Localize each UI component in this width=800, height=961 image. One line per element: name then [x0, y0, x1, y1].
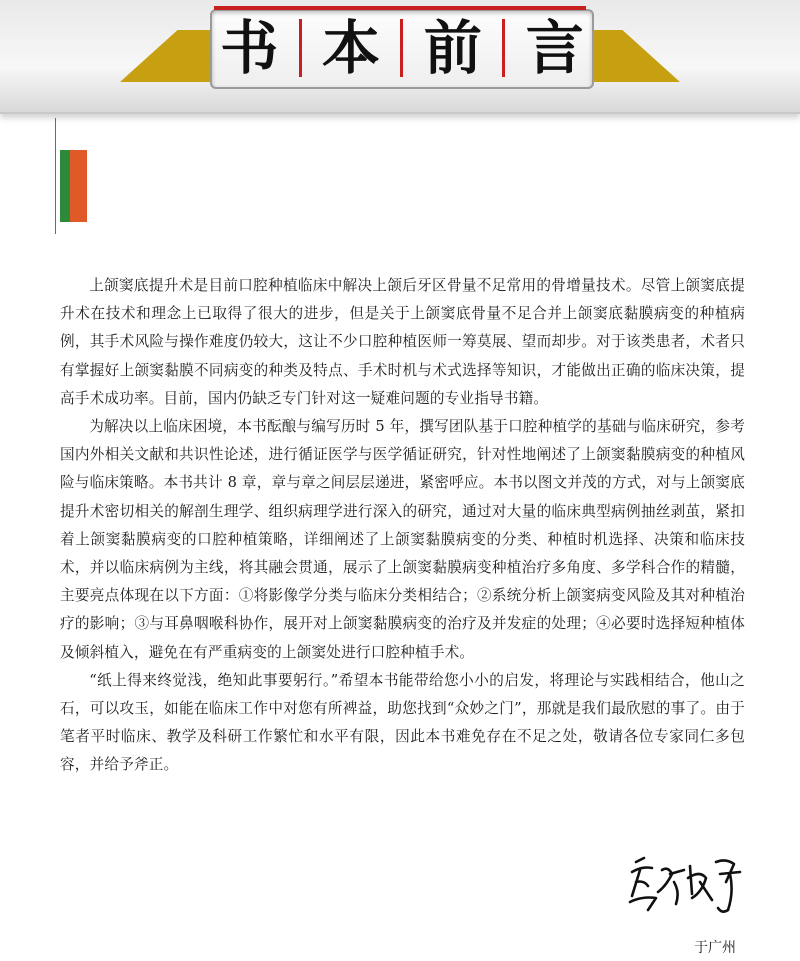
title-char-1: 书	[220, 14, 279, 82]
decorative-vertical-line	[55, 118, 56, 234]
title-char-3: 前	[423, 14, 482, 82]
title-separator	[400, 19, 403, 77]
preface-paragraph-1: 上颌窦底提升术是目前口腔种植临床中解决上颌后牙区骨量不足常用的骨增量技术。尽管上颌窦底提升术在技术和理念上已取得了很大的进步，但是关于上颌窦底骨量不足合并上颌窦底黏膜病变的种植病例，其手术风险与操作难度仍较大，这让不少口腔种植医师一筹莫展、望而却步。对于该类患者，术者只有掌握好上颌窦黏膜不同病变的种类及特点、手术时机与术式选择等知识，才能做出正确的临床决策，提高手术成功率。目前，国内仍缺乏专门针对这一疑难问题的专业指导书籍。	[60, 277, 745, 407]
title-char-4: 言	[525, 14, 584, 82]
preface-paragraph-3: “纸上得来终觉浅，绝知此事要躬行。”希望本书能带给您小小的启发，将理论与实践相结合，他山之石，可以攻玉，如能在临床工作中对您有所裨益，助您找到“众妙之门”，那就是我们最欣慰的事了。由于笔者平时临床、教学及科研工作繁忙和水平有限，因此本书难免存在不足之处，敬请各位专家同仁多包容，并给予斧正。	[60, 671, 745, 774]
preface-body	[60, 272, 745, 780]
title-separator	[299, 19, 302, 77]
handwritten-signature	[622, 852, 752, 922]
title-char-2: 本	[322, 14, 381, 82]
header-banner	[0, 0, 800, 126]
title-separator	[502, 19, 505, 77]
page-title	[210, 10, 594, 86]
preface-paragraph-2: 为解决以上临床困境，本书酝酿与编写历时 5 年，撰写团队基于口腔种植学的基础与临床研究，参考国内外相关文献和共识性论述，进行循证医学与医学循证研究，针对性地阐述了上颌窦黏膜病变的种植风险与临床策略。本书共计 8 章，章与章之间层层递进，紧密呼应。本书以图文并茂的方式，对与上颌窦底提升术密切相关的解剖生理学、组织病理学进行深入的研究，通过对大量的临床典型病例抽丝剥茧，紧扣着上颌窦黏膜病变的口腔种植策略，详细阐述了上颌窦黏膜病变的分类、种植时机选择、决策和临床技术，并以临床病例为主线，将其融会贯通，展示了上颌窦黏膜病变种植治疗多角度、多学科合作的精髓，主要亮点体现在以下方面：①将影像学分类与临床分类相结合；②系统分析上颌窦病变风险及其对种植治疗的影响；③与耳鼻咽喉科协作，展开对上颌窦黏膜病变的治疗及并发症的处理；④必要时选择短种植体及倾斜植入，避免在有严重病变的上颌窦处进行口腔种植手术。	[60, 418, 745, 661]
decorative-green-bar	[60, 150, 70, 222]
decorative-orange-bar	[70, 150, 87, 222]
author-name: 于广州	[694, 940, 736, 956]
